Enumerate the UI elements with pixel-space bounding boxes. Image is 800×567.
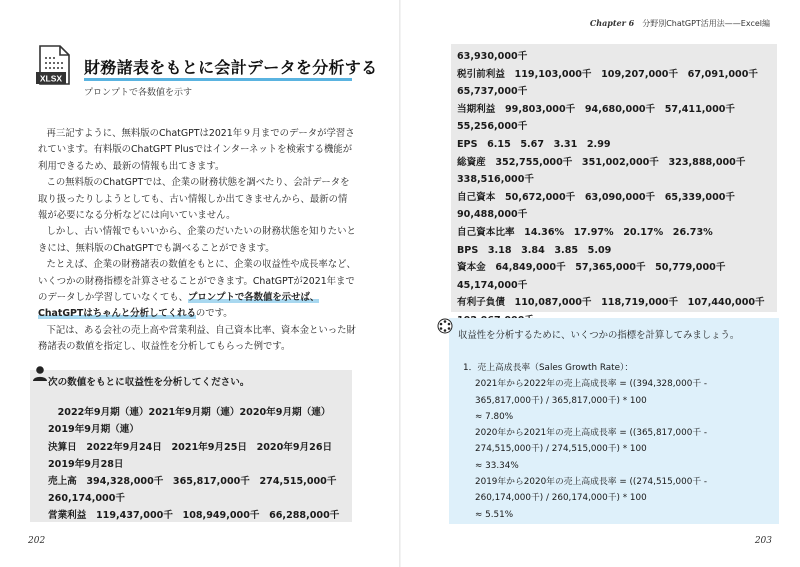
chapter-label: Chapter 6 — [589, 18, 635, 28]
paragraph-4-pre: たとえば、企業の財務諸表の数値をもとに、企業の収益性や成長率など、いくつかの財務指標を計算させることができます。ChatGPTが2021年までのデータしか学習していなくても、 — [38, 259, 356, 304]
prompt-line: 260,174,000千 — [48, 493, 125, 505]
data-line: 63,930,000千 — [457, 51, 528, 62]
data-line: EPS 6.15 5.67 3.31 2.99 — [457, 138, 611, 150]
answer-line: ≈ 33.34% — [475, 460, 519, 471]
answer-line: 2020年から2021年の売上高成長率 = ((365,817,000千 - — [475, 428, 708, 439]
data-line: BPS 3.18 3.84 3.85 5.09 — [457, 244, 612, 256]
answer-line: 365,817,000千) / 365,817,000千) * 100 — [475, 395, 647, 406]
xlsx-file-icon — [36, 44, 72, 90]
prompt-continued-text — [457, 48, 775, 330]
prompt-line: 2019年9月期（連） — [48, 424, 139, 436]
answer-text — [463, 360, 775, 523]
data-line: 55,256,000千 — [457, 121, 528, 133]
answer-line: ≈ 5.51% — [475, 509, 514, 520]
data-line: 65,737,000千 — [457, 86, 528, 98]
paragraph-4 — [38, 257, 356, 323]
prompt-line: 2022年9月期（連）2021年9月期（連）2020年9月期（連） — [48, 407, 331, 419]
user-icon — [32, 365, 48, 381]
title-underline — [84, 78, 352, 81]
chapter-title: 分野別ChatGPT活用法——Excel編 — [642, 19, 770, 28]
prompt-line: 営業利益 119,437,000千 108,949,000千 66,288,000千 — [48, 510, 340, 522]
prompt-line: 2019年9月28日 — [48, 458, 124, 470]
prompt-lead: 次の数値をもとに収益性を分析してください。 — [48, 377, 250, 388]
data-line: 338,516,000千 — [457, 174, 534, 186]
answer-line: 2019年から2020年の売上高成長率 = ((274,515,000千 - — [475, 477, 708, 488]
data-line: 有利子負債 110,087,000千 118,719,000千 107,440,000千 — [457, 297, 765, 309]
paragraph-3: しかし、古い情報でもいいから、企業のだいたいの財務状態を知りたいときには、無料版のChatGPTでも調べることができます。 — [38, 226, 356, 254]
chatgpt-icon — [437, 318, 453, 334]
body-text — [38, 126, 356, 356]
page-number-left: 202 — [28, 536, 46, 546]
prompt-text — [48, 374, 348, 525]
data-line: 税引前利益 119,103,000千 109,207,000千 67,091,000千 — [457, 68, 758, 80]
left-page — [0, 0, 399, 567]
data-line: 資本金 64,849,000千 57,365,000千 50,779,000千 — [457, 262, 726, 274]
data-line: 90,488,000千 — [457, 209, 528, 221]
section-subtitle: プロンプトで各数値を示す — [84, 88, 193, 98]
answer-heading: 1．売上高成長率（Sales Growth Rate）： — [463, 363, 634, 373]
data-line: 当期利益 99,803,000千 94,680,000千 57,411,000千 — [457, 103, 736, 115]
paragraph-1: 再三記すように、無料版のChatGPTは2021年９月までのデータが学習されています。有料版のChatGPT Plusではインターネットを検索する機能が利用できるため、最新の情報も出てきます。 — [38, 128, 355, 172]
highlighted-phrase: プロンプトで各数値を示せば、ChatGPTはちゃんと分析してくれる — [38, 292, 320, 320]
xlsx-icon-label: XLSX — [39, 73, 63, 84]
section-title: 財務諸表をもとに会計データを分析する — [84, 58, 378, 77]
answer-line: 2021年から2022年の売上高成長率 = ((394,328,000千 - — [475, 379, 708, 390]
answer-lead: 収益性を分析するために、いくつかの指標を計算してみましょう。 — [458, 330, 740, 341]
running-head — [590, 18, 770, 29]
answer-line: 274,515,000千) / 274,515,000千) * 100 — [475, 444, 647, 455]
answer-line: ≈ 7.80% — [475, 411, 514, 422]
data-line: 自己資本 50,672,000千 63,090,000千 65,339,000千 — [457, 191, 736, 203]
data-line: 自己資本比率 14.36% 17.97% 20.17% 26.73% — [457, 226, 713, 238]
paragraph-2: この無料版のChatGPTでは、企業の財務状態を調べたり、会計データを取り扱ったりしようとしても、古い情報しか出てきませんから、最新の情報が必要になる分析などには向いていません。 — [38, 177, 350, 222]
paragraph-4-post: のです。 — [195, 308, 233, 320]
data-line: 総資産 352,755,000千 351,002,000千 323,888,000千 — [457, 156, 746, 168]
page-number-right: 203 — [754, 536, 772, 546]
prompt-line: 売上高 394,328,000千 365,817,000千 274,515,000千 — [48, 476, 337, 488]
data-line: 45,174,000千 — [457, 279, 528, 291]
prompt-line: 決算日 2022年9月24日 2021年9月25日 2020年9月26日 — [48, 441, 333, 453]
right-page — [401, 0, 800, 567]
answer-line: 260,174,000千) / 260,174,000千) * 100 — [475, 493, 647, 504]
paragraph-5: 下記は、ある会社の売上高や営業利益、自己資本比率、資本金といった財務諸表の数値を指定し、収益性を分析してもらった例です。 — [38, 324, 356, 353]
